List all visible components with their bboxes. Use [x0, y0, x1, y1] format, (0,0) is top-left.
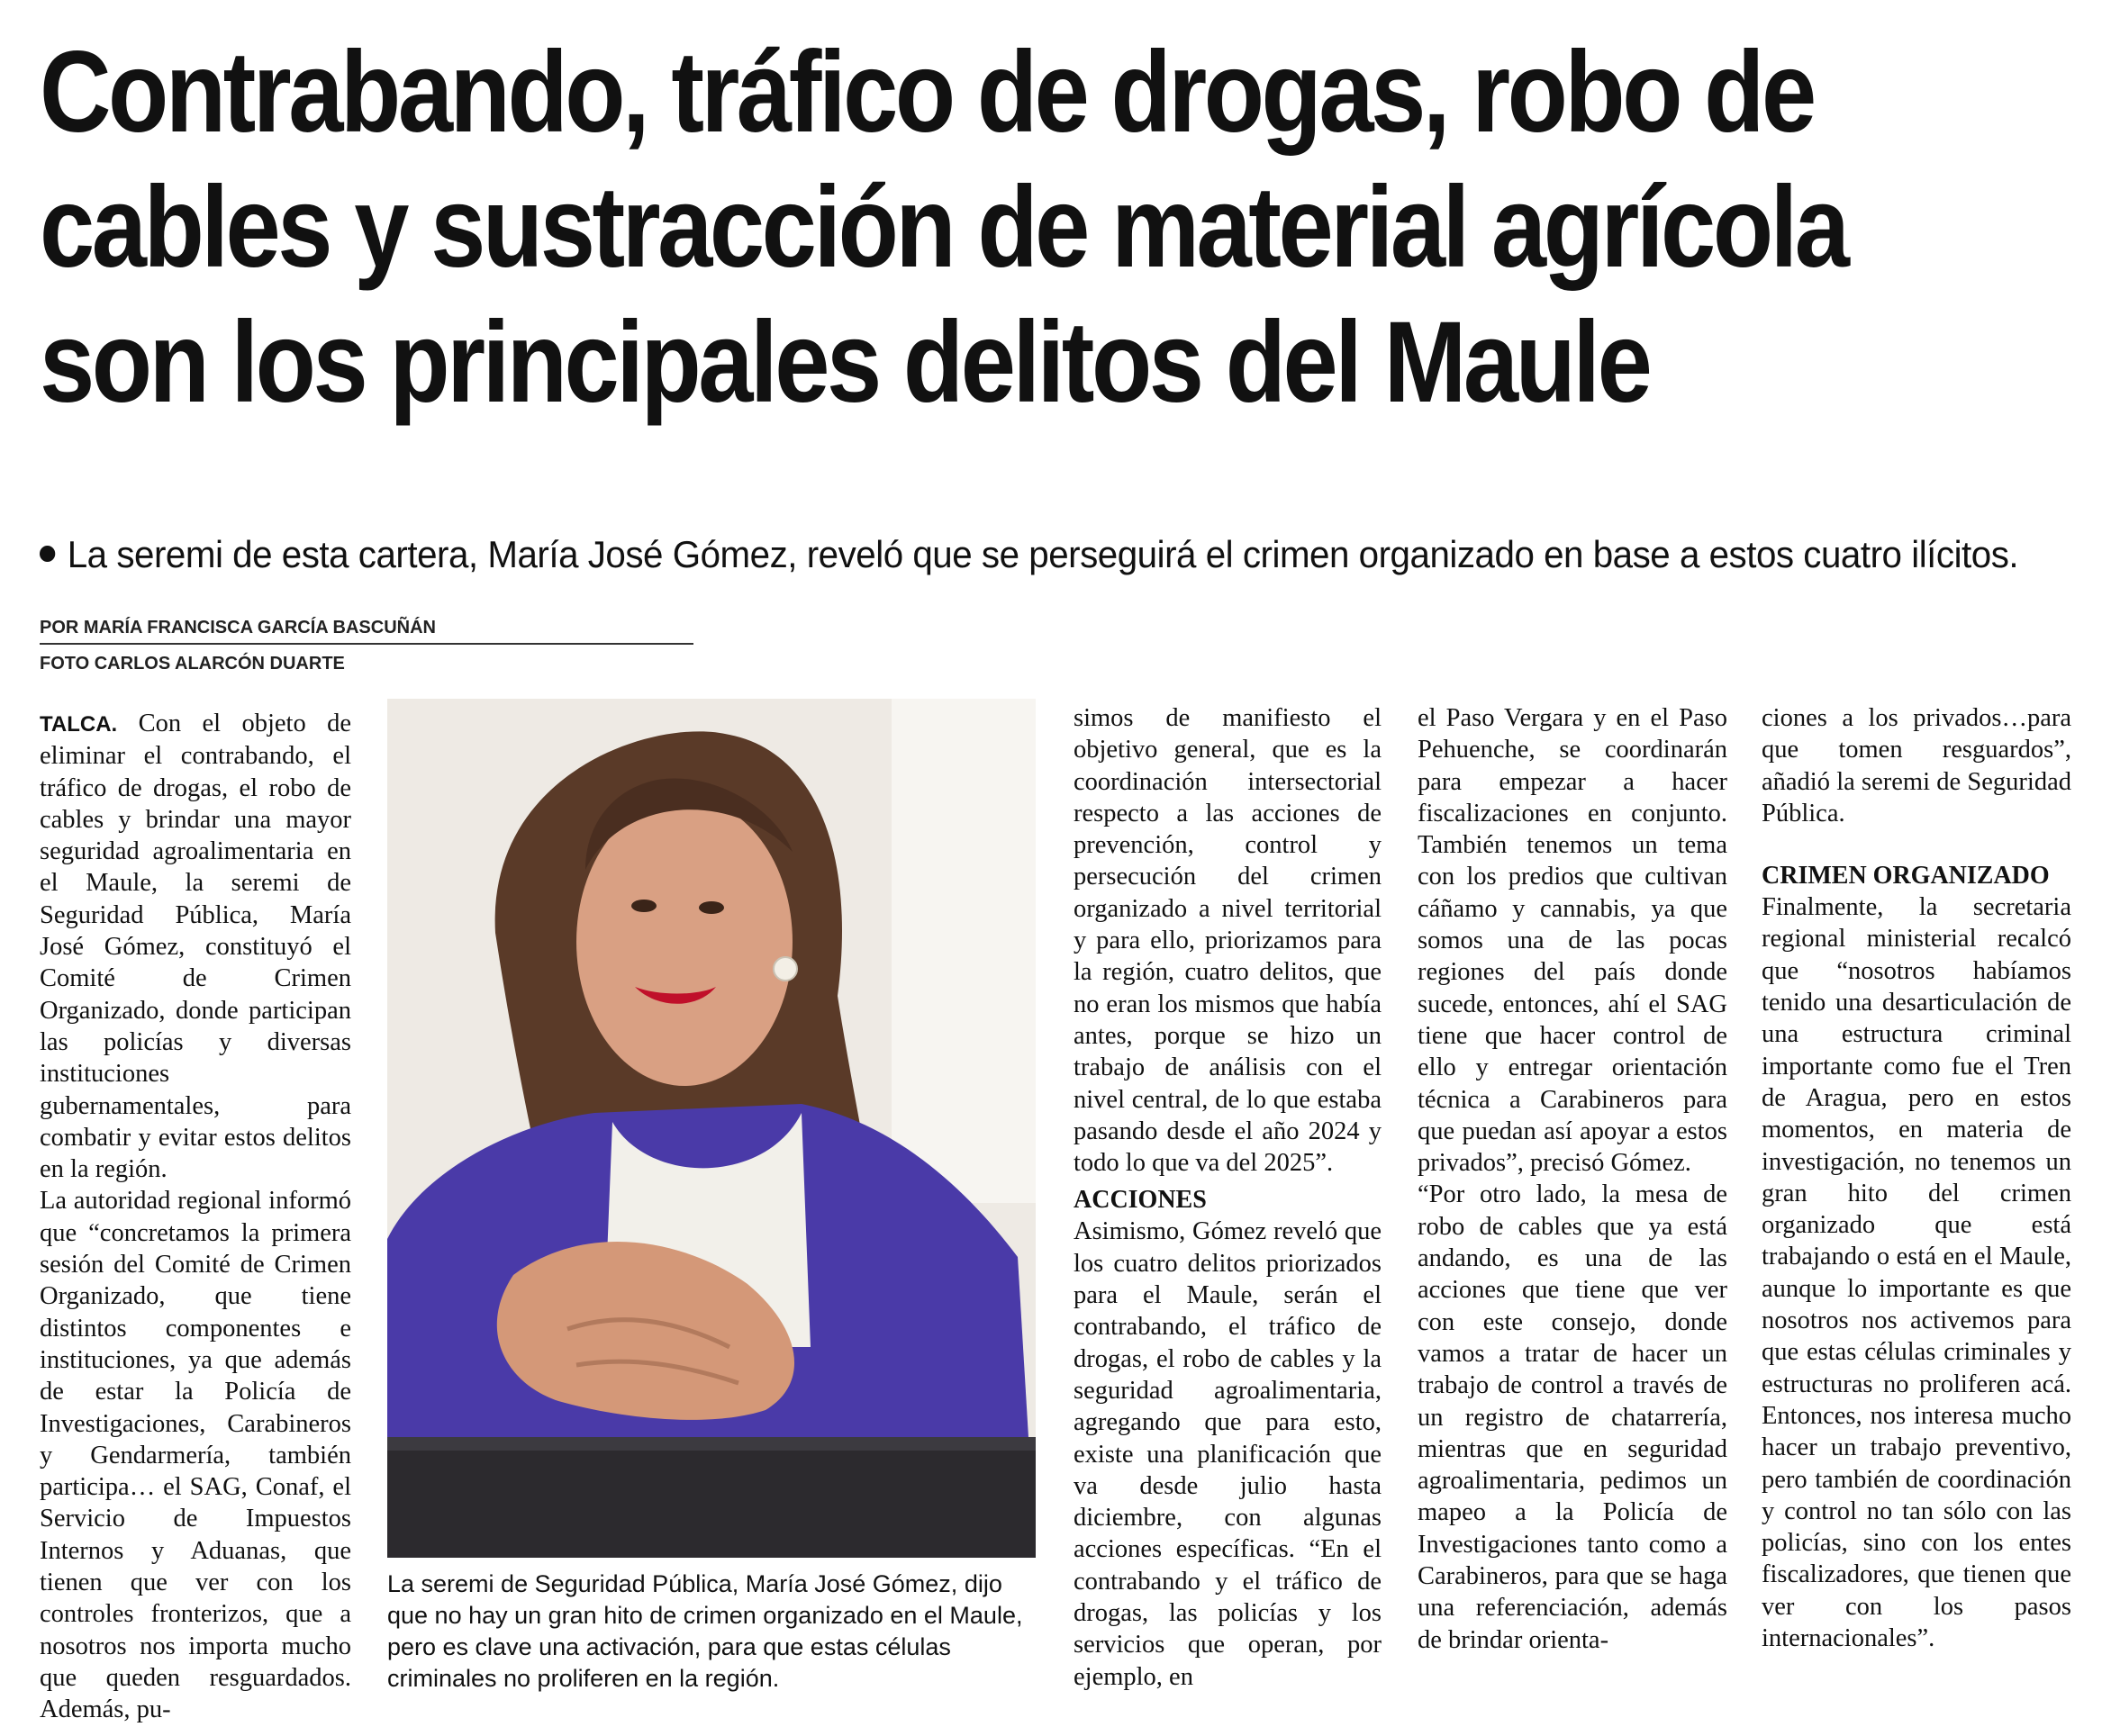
- subheadline-text: La seremi de esta cartera, María José Gómez, reveló que se perseguirá el crimen organizado en base a estos cuatro ilícitos.: [67, 533, 2019, 575]
- paragraph-text: Con el objeto de eliminar el contrabando, el tráfico de drogas, el robo de cables y brindar una mayor seguridad agroalimentaria en el Maule, la seremi de Seguridad Pública, María José Gómez, constituyó el Comité de Crimen Organizado, donde participan las policías y diversas instituciones gubernamentales, para combatir y evitar estos delitos en la región.: [40, 710, 351, 1184]
- paragraph: La autoridad regional informó que “concretamos la primera sesión del Comité de Crimen Organizado, que tiene distintos componentes e instituciones, ya que además de estar la Policía de Investigaciones, Carabineros y Gendarmería, también participa… el SAG, Conaf, el Servicio de Impuestos Internos y Aduanas, que tienen que ver con los controles fronterizos, que a nosotros nos importa mucho que queden resguardados. Además, pu-: [40, 1187, 351, 1724]
- paragraph: el Paso Vergara y en el Paso Pehuenche, se coordinarán para empezar a hacer fiscalizaciones en conjunto. También tenemos un tema con los predios que cultivan cáñamo y cannabis, ya que somos una de las pocas regiones del país donde sucede, entonces, ahí el SAG tiene que hacer control de ello y entregar orientación técnica a Carabineros para que puedan así apoyar a estos privados”, precisó Gómez.: [1418, 704, 1727, 1178]
- byline-author: POR MARÍA FRANCISCA GARCÍA BASCUÑÁN: [40, 616, 693, 645]
- dateline: TALCA.: [40, 712, 118, 737]
- subheadline: [40, 529, 2019, 580]
- paragraph: simos de manifiesto el objetivo general, que es la coordinación intersectorial respecto a las acciones de prevención, control y persecución del crimen organizado a nivel territorial y para ello, priorizamos para la región, cuatro delitos, que no eran los mismos que había antes, porque se hizo un trabajo de análisis con el nivel central, de lo que estaba pasando desde el año 2024 y todo lo que va del 2025”.: [1074, 704, 1382, 1178]
- article-column-5: [1762, 702, 2071, 1654]
- paragraph: Asimismo, Gómez reveló que los cuatro delitos priorizados para el Maule, serán el contrabando, el tráfico de drogas, el robo de cables y la seguridad agroalimentaria, agregando que para esto, existe una planificación que va desde julio hasta diciembre, con algunas acciones específicas. “En el contrabando y el tráfico de drogas, las policías y los servicios que operan, por ejemplo, en: [1074, 1217, 1382, 1691]
- byline: [40, 616, 693, 675]
- paragraph: ciones a los privados…para que tomen resguardos”, añadió la seremi de Seguridad Pública.: [1762, 704, 2071, 827]
- photo-caption: La seremi de Seguridad Pública, María José Gómez, dijo que no hay un gran hito de crimen organizado en el Maule, pero es clave una activación, para que estas células criminales no proliferen en la región.: [387, 1570, 1023, 1692]
- byline-photo-credit: FOTO CARLOS ALARCÓN DUARTE: [40, 654, 345, 674]
- bullet-icon: [40, 546, 55, 562]
- article-column-1: [40, 708, 351, 1726]
- headline-line-3: son los principales delitos del Maule: [40, 298, 1650, 427]
- section-heading-acciones: ACCIONES: [1074, 1186, 1207, 1215]
- paragraph: [40, 708, 351, 1185]
- paragraph: Finalmente, la secretaria regional ministerial recalcó que “nosotros habíamos tenido una desarticulación de una estructura criminal importante como fue el Tren de Aragua, pero en estos momentos, en materia de investigación, no tenemos un gran hito del crimen organizado que está trabajando o está en el Maule, aunque lo importante es que nosotros nos activemos para que estas células criminales y estructuras no proliferen acá. Entonces, nos interesa mucho hacer un trabajo preventivo, pero también de coordinación y control no tan sólo con las policías, sino con los entes fiscalizadores, que tienen que ver con los pasos internacionales”.: [1762, 893, 2071, 1653]
- portrait-illustration: [387, 699, 1036, 1558]
- section-heading-crimen-organizado: CRIMEN ORGANIZADO: [1762, 862, 2050, 891]
- article-column-3: [1074, 702, 1382, 1693]
- headline-line-2: cables y sustracción de material agrícola: [40, 163, 1847, 292]
- headline: [40, 25, 2084, 430]
- headline-line-1: Contrabando, tráfico de drogas, robo de: [40, 28, 1814, 157]
- paragraph: “Por otro lado, la mesa de robo de cables que ya está andando, es una de las acciones que tiene que ver con este consejo, donde vamos a tratar de hacer un trabajo de control a través de un registro de chatarrería, mientras que en seguridad agroalimentaria, pedimos un mapeo a la Policía de Investigaciones tanto como a Carabineros, para que se haga una referenciación, además de brindar orienta-: [1418, 1180, 1727, 1654]
- article-photo: [387, 699, 1036, 1558]
- article-column-4: [1418, 702, 1727, 1656]
